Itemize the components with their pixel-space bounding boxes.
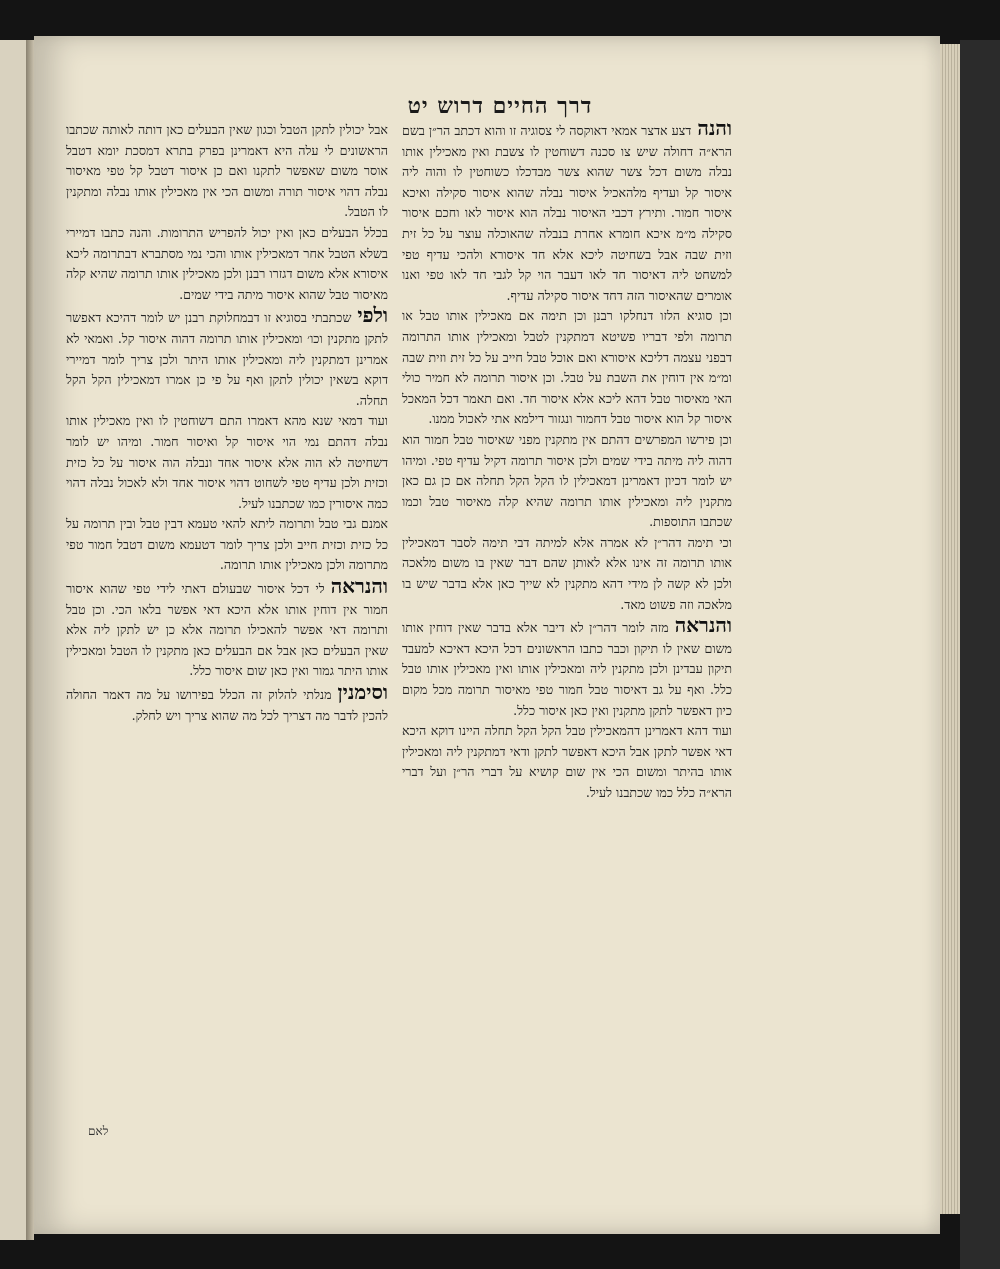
paragraph-text: מנלתי להלוק זה הכלל בפירושו על מה דאמר החולה להכין לדבר מה דצריך לכל מה שהוא צריך ויש לחלק.	[66, 687, 388, 723]
paragraph-text: בכלל הבעלים כאן ואין יכול להפריש התרומות. והנה כתבו דמיירי בשלא הטבל אחר דמאכילין אותו והכי נמי מסתברא דבתרומה ליכא איסורא אלא משום דגזרו רבנן ולכן מאכילין אותו תרומה שהיא קלה מאיסור טבל שהוא איסור מיתה בידי שמים.	[66, 224, 388, 302]
paragraph	[66, 682, 388, 726]
paragraph-text: מזה לומר דהר״ן לא דיבר אלא בדבר שאין דוחין אותו משום שאין לו תיקון וכבר כתבו הראשונים דכל היכא דאיכא למעבד תיקון עבדינן ולכן מתקנין ליה ומאכילין אותו ואין מאכילין אותו טבל כלל. ואף על גב דאיסור טבל חמור טפי מאיסור תרומה מכל מקום כיון דאפשר לתקן מתקנין ואין כאן איסור כלל.	[402, 620, 732, 718]
paragraph-text: ועוד דהא דאמרינן דהמאכילין טבל הקל הקל תחלה היינו דוקא היכא דאי אפשר לתקן אבל היכא דאפשר לתקן ודאי דמתקנין ליה ומאכילין אותו בהיתר ומשום הכי אין שום קושיא על דברי הר״ן ועל דברי הרא״ה כלל כמו שכתבנו לעיל.	[402, 723, 732, 800]
catchword: לאם	[88, 1124, 109, 1138]
paragraph-text: לי דכל איסור שבעולם דאתי לידי טפי שהוא איסור חמור אין דוחין אותו אלא היכא דאי אפשר בלאו הכי. וכן טבל ותרומה דאי אפשר להאכילו תרומה אלא כן יש לתקן ליה אלא שאין הבעלים כאן אבל אם הבעלים כאן מתקנין לו הטבל ומאכילין אותו היתר גמור ואין כאן שום איסור כלל.	[66, 581, 388, 679]
paragraph	[66, 120, 388, 223]
opening-keyword: וסימנין	[337, 680, 388, 705]
book-spine	[26, 40, 34, 1240]
paragraph	[402, 615, 732, 721]
paragraph-text: ועוד דמאי שנא מהא דאמרו התם דשוחטין לו ואין מאכילין אותו נבלה דהתם נמי הוי איסור קל ואיסור חמור. ומיהו יש לומר דשחיטה לא הוה אלא איסור אחד ונבלה הוה איסור על כל כזית וכזית ולכן עדיף טפי לשחוט דהוי איסור אחד ולא לאכול נבלה דהוי כמה איסורין כמו שכתבנו לעיל.	[66, 413, 388, 511]
paragraph-text: אמנם גבי טבל ותרומה ליתא להאי טעמא דבין טבל ובין תרומה על כל כזית וכזית חייב ולכן צריך לומר דטעמא משום דטבל חמור טפי מתרומה ולכן מאכילין אותו תרומה.	[66, 516, 388, 573]
left-text-column	[66, 120, 388, 1160]
paragraph-text: שכתבתי בסוגיא זו דבמחלוקת רבנן יש לומר דהיכא דאפשר לתקן מתקנין וכו׳ ומאכילין אותו תרומה דהוה איסור קל. ואמאי לא אמרינן דמתקנין ליה ומאכילין אותו היתר ולכן צריך לומר דמיירי דוקא בשאין יכולין לתקן ואף על פי כן אמרו דמאכילין הקל הקל תחלה.	[66, 310, 388, 408]
paragraph	[66, 305, 388, 411]
left-page-edge	[0, 40, 26, 1240]
opening-keyword: והנראה	[330, 574, 388, 599]
paragraph	[66, 411, 388, 514]
paragraph	[66, 223, 388, 305]
book-cover	[960, 40, 1000, 1269]
opening-keyword: והנה	[697, 118, 732, 140]
paragraph	[402, 118, 732, 306]
opening-keyword: ולפי	[357, 303, 388, 328]
paragraph	[402, 430, 732, 533]
paragraph-text: וכן פירשו המפרשים דהתם אין מתקנין מפני שאיסור טבל חמור הוא דהוה ליה מיתה בידי שמים ולכן איסור תרומה דקיל עדיף טפי. ומיהו יש לומר דכיון דאמרינן דמאכילין לו הקל הקל תחלה אם כן גם כאן מתקנין ליה ומאכילין אותו תרומה שהיא קלה מאיסור טבל וכמו שכתבו התוספות.	[402, 431, 732, 530]
paragraph	[402, 533, 732, 615]
paragraph	[402, 306, 732, 430]
running-header: דרך החיים דרוש יט	[407, 93, 593, 119]
opening-keyword: והנראה	[674, 613, 732, 638]
paragraph	[66, 576, 388, 682]
paragraph-text: וכי תימה דהר״ן לא אמרה אלא למיתה דבי תימה לסבר דמאכילין אותו תרומה זה אינו אלא לאותן שהם דבר שאין בו משום מלאכה ולכן לא קשה לן מידי דהא מתקנין לא שייך כאן אלא בדבר שיש בו מלאכה וזה פשוט מאד.	[402, 534, 732, 612]
page-edges	[940, 44, 960, 1214]
paragraph-text: אבל יכולין לתקן הטבל וכגון שאין הבעלים כאן דותה לאותה שכתבו הראשונים לי עלה היא דאמרינן בפרק בתרא דמסכת יומא דטבל אוסר משום שאפשר לתקנו ואם כן איסור דטבל קל טפי מאיסור נבלה דהוי איסור תורה ומשום הכי אין מאכילין אותו נבלה ומתקנין לו הטבל.	[66, 122, 388, 220]
paragraph	[66, 514, 388, 576]
paragraph	[402, 721, 732, 803]
right-text-column	[402, 118, 732, 1128]
paragraph-text: וכן סוגיא הלזו דנחלקו רבנן וכן תימה אם מאכילין אותו טבל או תרומה ולפי דבריו פשיטא דמתקנין לטבל ומאכילין אותו התרומה דבפני עצמה דליכא איסורא ואם אוכל טבל חייב על כל זית וזית שבה ומ״מ אין דוחין את השבת על טבל. וכן איסור תרומה לא חמיר כולי האי מאיסור טבל דהא ליכא אלא איסור חד. ואם תאמר דכל המאכל איסור קל הוא איסור טבל דחמור ונגזור דילמא אתי לאכול ממנו.	[402, 308, 732, 427]
paragraph-text: דצע אדצר אמאי דאוקסה לי צסוגיה זו והוא דכתב הר״ן בשם הרא״ה דחולה שיש צו סכנה דשוחטין לו צשבת ואין מאכילין אותו נבלה משום דכל צשר שהוא צשר מבדכלו כשוחטין לו והוה ליה איסור קל ועדיף מלהאכיל איסור נבלה שהוא איסור סקילה ואיכא איסור חמור. ותירץ דכבי האיסור נבלה הוא איסור לאו וחכם איסור סקילה מ״מ איכא חומרא אחרת בנבלה שהאוכלה עוצר על כל זית וזית שבה אבל בשחיטה ליכא אלא חד איסורא ולהכי עדיף טפי למשחט ליה דאיסור חד לאו דעבר הוי קל לגבי חד לאו טפי ואנו אומרים שהאיסור הזה דחד איסור סקילה עדיף.	[402, 123, 732, 303]
